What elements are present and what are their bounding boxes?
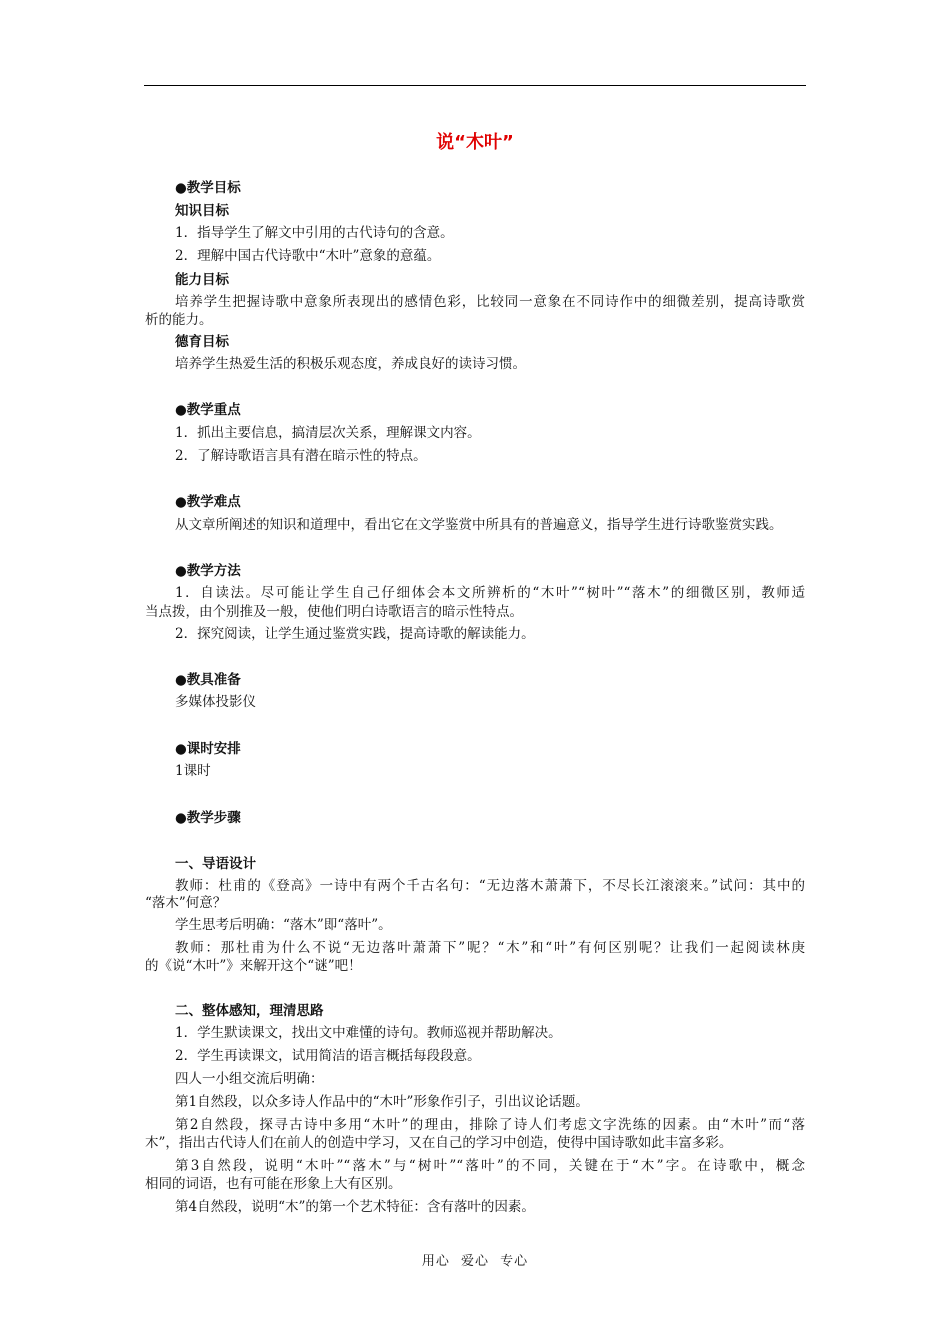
paragraph-line: 第3自然段，说明“木叶”“落木”与“树叶”“落叶”的不同，关键在于“木”字。在诗歌中，概念 (175, 1158, 805, 1174)
section-heading: ●教学步骤 (175, 810, 241, 826)
section-heading: ●教学目标 (175, 180, 241, 196)
list-item: 2．探究阅读，让学生通过鉴赏实践，提高诗歌的解读能力。 (175, 626, 535, 642)
list-item: 2．学生再读课文，试用简洁的语言概括每段段意。 (175, 1048, 481, 1064)
paragraph-line: 当点拨，由个别推及一般，使他们明白诗歌语言的暗示性特点。 (145, 604, 523, 620)
paragraph-line: 多媒体投影仪 (175, 694, 256, 710)
paragraph-line: 1课时 (175, 763, 211, 779)
page-footer: 用心 爱心 专心 (421, 1254, 529, 1269)
section-heading: ●教学重点 (175, 402, 241, 418)
paragraph-line: 教师：那杜甫为什么不说“无边落叶萧萧下”呢？“木”和“叶”有何区别呢？让我们一起阅读林庚 (175, 940, 805, 956)
paragraph-line: 第1自然段，以众多诗人作品中的“木叶”形象作引子，引出议论话题。 (175, 1094, 589, 1110)
list-item: 1．指导学生了解文中引用的古代诗句的含意。 (175, 225, 454, 241)
section-heading: ●教具准备 (175, 672, 241, 688)
section-heading: ●教学难点 (175, 494, 241, 510)
list-item: 1．自读法。尽可能让学生自己仔细体会本文所辨析的“木叶”“树叶”“落木”的细微区别，教师适 (175, 585, 805, 601)
section-heading: ●教学方法 (175, 563, 241, 579)
paragraph-line: 教师：杜甫的《登高》一诗中有两个千古名句：“无边落木萧萧下，不尽长江滚滚来。”试问：其中的 (175, 878, 805, 894)
subheading: 二、整体感知，理清思路 (175, 1003, 324, 1019)
list-item: 2．理解中国古代诗歌中“木叶”意象的意蕴。 (175, 248, 441, 264)
paragraph-line: 四人一小组交流后明确： (175, 1071, 324, 1087)
document-title: 说“木叶” (436, 132, 514, 153)
paragraph-line: “落木”何意？ (145, 895, 227, 911)
paragraph-line: 培养学生把握诗歌中意象所表现出的感情色彩，比较同一意象在不同诗作中的细微差别，提高诗歌赏 (175, 294, 805, 310)
paragraph-line: 第2自然段，探寻古诗中多用“木叶”的理由，排除了诗人们考虑文字洗练的因素。由“木叶”而“落 (175, 1117, 805, 1133)
subheading: 一、导语设计 (175, 856, 256, 872)
list-item: 1．抓出主要信息，搞清层次关系，理解课文内容。 (175, 425, 481, 441)
subheading: 能力目标 (175, 272, 229, 288)
subheading: 德育目标 (175, 334, 229, 350)
paragraph-line: 学生思考后明确：“落木”即“落叶”。 (175, 917, 392, 933)
header-rule (144, 85, 806, 86)
paragraph-line: 第4自然段，说明“木”的第一个艺术特征：含有落叶的因素。 (175, 1199, 535, 1215)
paragraph-line: 析的能力。 (145, 312, 213, 328)
paragraph-line: 的《说“木叶”》来解开这个“谜”吧！ (145, 958, 362, 974)
paragraph-line: 木”，指出古代诗人们在前人的创造中学习，又在自己的学习中创造，使得中国诗歌如此丰富多彩。 (145, 1135, 733, 1151)
section-heading: ●课时安排 (175, 741, 241, 757)
list-item: 1．学生默读课文，找出文中难懂的诗句。教师巡视并帮助解决。 (175, 1025, 562, 1041)
paragraph-line: 从文章所阐述的知识和道理中，看出它在文学鉴赏中所具有的普遍意义，指导学生进行诗歌鉴赏实践。 (175, 517, 783, 533)
paragraph-line: 培养学生热爱生活的积极乐观态度，养成良好的读诗习惯。 (175, 356, 526, 372)
list-item: 2．了解诗歌语言具有潜在暗示性的特点。 (175, 448, 427, 464)
paragraph-line: 相同的词语，也有可能在形象上大有区别。 (145, 1176, 402, 1192)
subheading: 知识目标 (175, 203, 229, 219)
